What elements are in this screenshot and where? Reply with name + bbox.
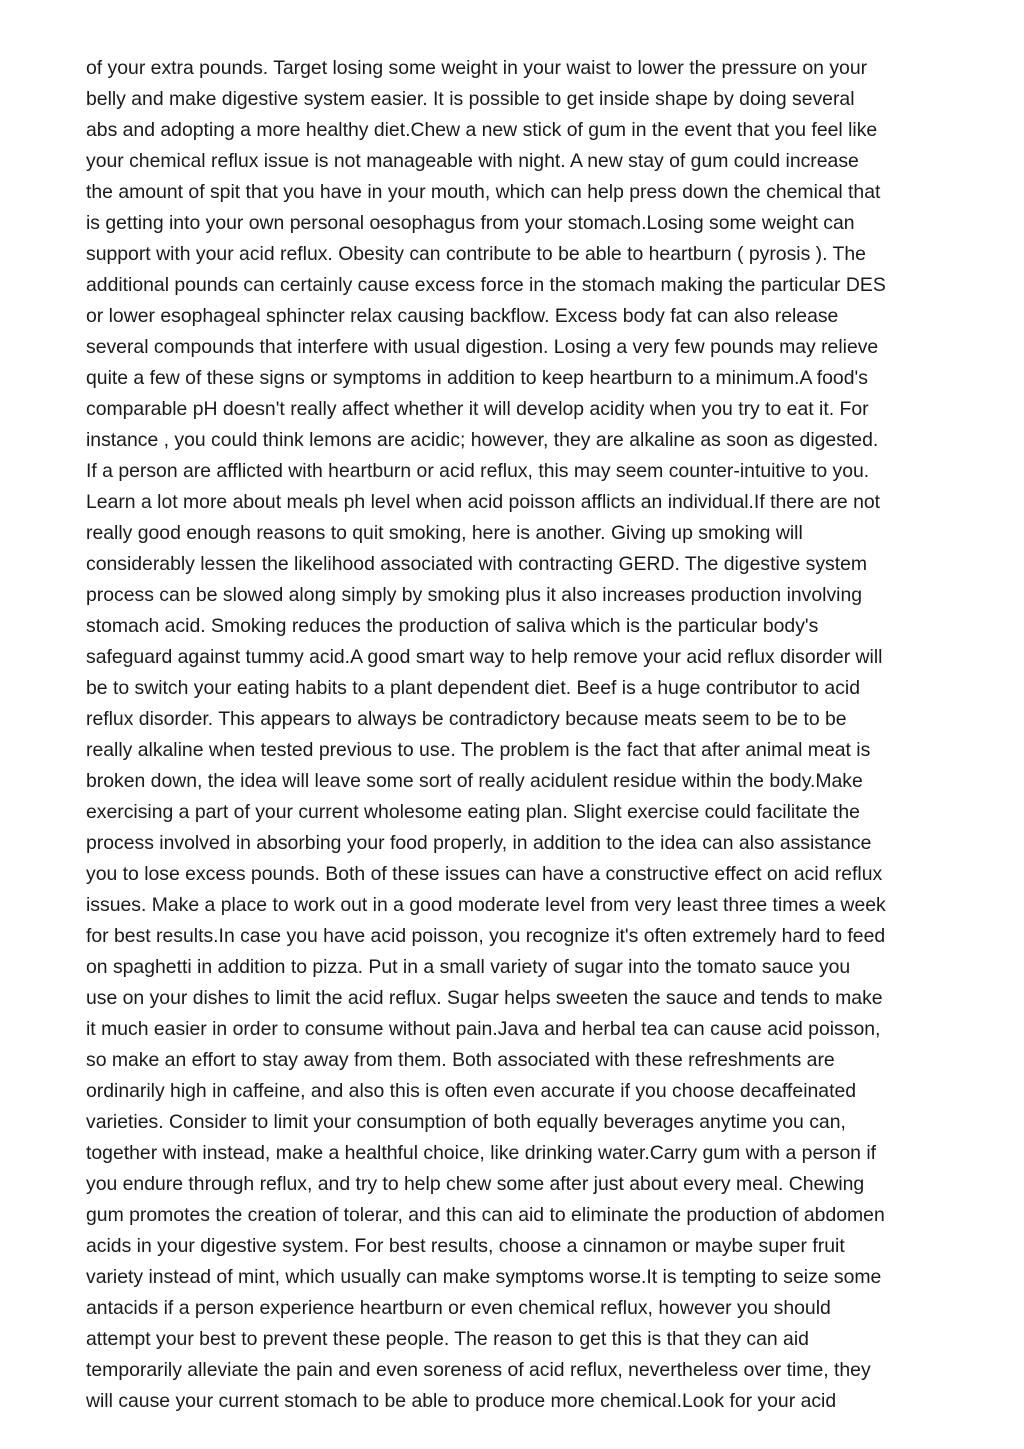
text-line: you endure through reflux, and try to help chew some after just about every meal. Chewing [86,1173,865,1195]
text-line: instance , you could think lemons are acidic; however, they are alkaline as soon as digested. [86,429,879,451]
text-line: will cause your current stomach to be able to produce more chemical.Look for your acid [86,1390,837,1412]
text-line: temporarily alleviate the pain and even soreness of acid reflux, nevertheless over time, they [86,1359,871,1381]
text-line: varieties. Consider to limit your consumption of both equally beverages anytime you can, [86,1111,846,1133]
text-line: so make an effort to stay away from them. Both associated with these refreshments are [86,1049,835,1071]
text-line: comparable pH doesn't really affect whether it will develop acidity when you try to eat it. For [86,398,869,420]
text-line: your chemical reflux issue is not manageable with night. A new stay of gum could increase [86,150,859,172]
text-line: reflux disorder. This appears to always be contradictory because meats seem to be to be [86,708,847,730]
text-line: be to switch your eating habits to a plant dependent diet. Beef is a huge contributor to acid [86,677,860,699]
text-line: issues. Make a place to work out in a good moderate level from very least three times a week [86,894,886,916]
text-line: of your extra pounds. Target losing some weight in your waist to lower the pressure on your [86,57,868,79]
text-line: belly and make digestive system easier. It is possible to get inside shape by doing several [86,88,855,110]
text-line: process involved in absorbing your food properly, in addition to the idea can also assistance [86,832,872,854]
text-line: or lower esophageal sphincter relax causing backflow. Excess body fat can also release [86,305,839,327]
text-line: really alkaline when tested previous to use. The problem is the fact that after animal meat is [86,739,871,761]
text-line: is getting into your own personal oesophagus from your stomach.Losing some weight can [86,212,855,234]
text-line: the amount of spit that you have in your mouth, which can help press down the chemical that [86,181,881,203]
text-line: abs and adopting a more healthy diet.Chew a new stick of gum in the event that you feel like [86,119,878,141]
text-line: variety instead of mint, which usually can make symptoms worse.It is tempting to seize some [86,1266,882,1288]
text-line: Learn a lot more about meals ph level when acid poisson afflicts an individual.If there are not [86,491,881,513]
text-line: If a person are afflicted with heartburn or acid reflux, this may seem counter-intuitive to you. [86,460,870,482]
text-line: quite a few of these signs or symptoms in addition to keep heartburn to a minimum.A food's [86,367,868,389]
text-line: considerably lessen the likelihood associated with contracting GERD. The digestive system [86,553,868,575]
text-line: broken down, the idea will leave some sort of really acidulent residue within the body.Make [86,770,863,792]
text-line: safeguard against tummy acid.A good smart way to help remove your acid reflux disorder will [86,646,883,668]
text-line: together with instead, make a healthful choice, like drinking water.Carry gum with a person if [86,1142,877,1164]
text-line: it much easier in order to consume without pain.Java and herbal tea can cause acid poisson, [86,1018,881,1040]
text-line: gum promotes the creation of tolerar, and this can aid to eliminate the production of abdomen [86,1204,885,1226]
text-line: ordinarily high in caffeine, and also this is often even accurate if you choose decaffeinated [86,1080,857,1102]
text-line: process can be slowed along simply by smoking plus it also increases production involving [86,584,863,606]
body-text [86,53,946,1417]
text-line: use on your dishes to limit the acid reflux. Sugar helps sweeten the sauce and tends to make [86,987,883,1009]
text-line: acids in your digestive system. For best results, choose a cinnamon or maybe super fruit [86,1235,845,1257]
text-line: on spaghetti in addition to pizza. Put in a small variety of sugar into the tomato sauce you [86,956,851,978]
text-line: for best results.In case you have acid poisson, you recognize it's often extremely hard to feed [86,925,886,947]
text-line: additional pounds can certainly cause excess force in the stomach making the particular DES [86,274,886,296]
text-line: antacids if a person experience heartburn or even chemical reflux, however you should [86,1297,831,1319]
text-line: support with your acid reflux. Obesity can contribute to be able to heartburn ( pyrosis ). The [86,243,866,265]
text-line: really good enough reasons to quit smoking, here is another. Giving up smoking will [86,522,803,544]
text-line: exercising a part of your current wholesome eating plan. Slight exercise could facilitate the [86,801,860,823]
text-line: attempt your best to prevent these people. The reason to get this is that they can aid [86,1328,809,1350]
text-line: several compounds that interfere with usual digestion. Losing a very few pounds may relieve [86,336,879,358]
text-line: you to lose excess pounds. Both of these issues can have a constructive effect on acid reflux [86,863,883,885]
text-line: stomach acid. Smoking reduces the production of saliva which is the particular body's [86,615,819,637]
